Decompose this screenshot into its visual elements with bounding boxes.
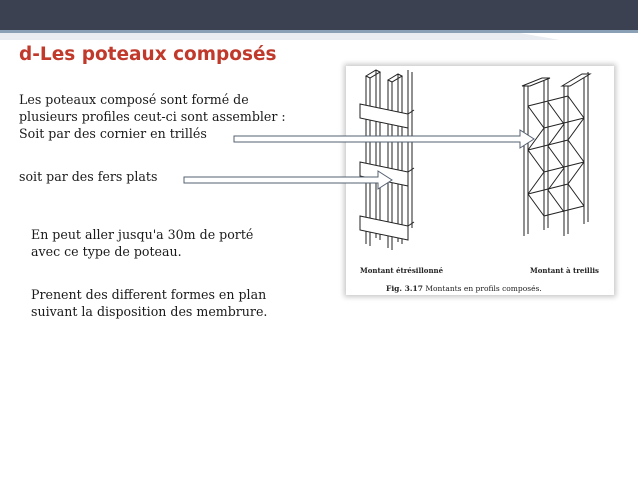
lattice-arrow: [234, 130, 534, 148]
flat-bars-text: soit par des fers plats: [19, 169, 158, 184]
forms-line-2: suivant la disposition des membrure.: [31, 304, 268, 319]
figure-caption-number: Fig. 3.17: [386, 284, 423, 293]
label-latticed-column: Montant à treillis: [530, 266, 599, 275]
intro-line-3: Soit par des cornier en trillés: [19, 126, 207, 141]
label-battened-column: Montant étrésillonné: [360, 266, 444, 275]
span-line-1: En peut aller jusqu'a 30m de porté: [31, 227, 254, 242]
span-line-2: avec ce type de poteau.: [31, 244, 182, 259]
intro-line-2: plusieurs profiles ceut-ci sont assembler :: [19, 109, 286, 124]
slide-title: d-Les poteaux composés: [19, 44, 277, 65]
forms-line-1: Prenent des different formes en plan: [31, 287, 267, 302]
intro-line-1: Les poteaux composé sont formé de: [19, 92, 249, 107]
figure-caption-text: Montants en profils composés.: [425, 284, 542, 293]
batten-arrow: [184, 171, 392, 189]
